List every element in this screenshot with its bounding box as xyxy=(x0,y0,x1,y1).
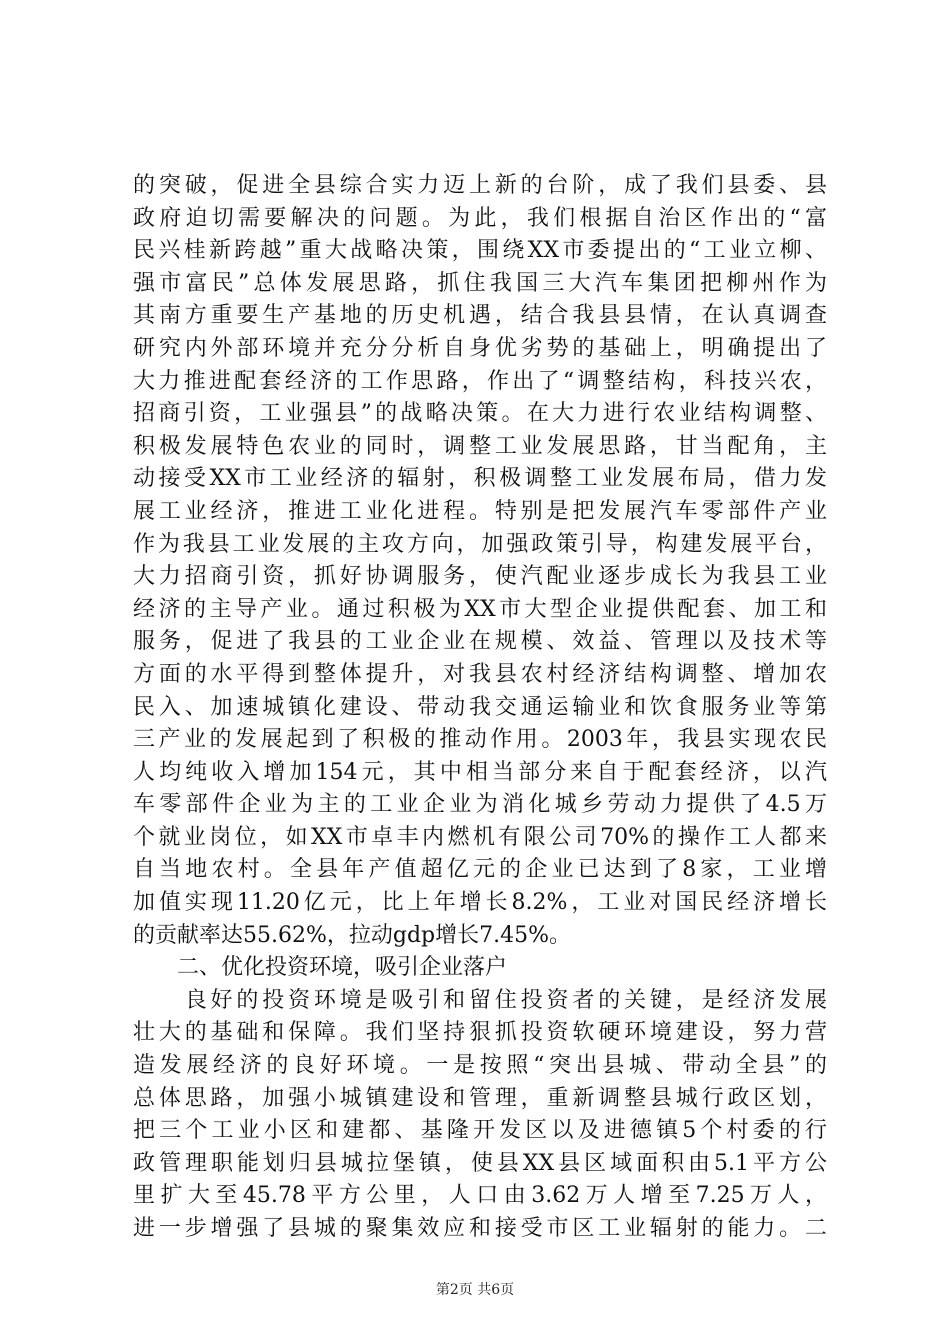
text-line: 造发展经济的良好环境。一是按照“突出县城、带动全县”的 xyxy=(133,1053,827,1079)
text-line: 自当地农村。全县年产值超亿元的企业已达到了8家，工业增 xyxy=(133,857,827,883)
text-line: 的突破，促进全县综合实力迈上新的台阶，成了我们县委、县 xyxy=(133,173,827,198)
text-line: 民入、加速城镇化建设、带动我交通运输业和饮食服务业等第 xyxy=(133,694,827,720)
text-line: 积极发展特色农业的同时，调整工业发展思路，甘当配角，主 xyxy=(133,433,827,459)
text-line: 经济的主导产业。通过积极为XX市大型企业提供配套、加工和 xyxy=(133,596,827,622)
text-line: 招商引资，工业强县”的战略决策。在大力进行农业结构调整、 xyxy=(133,401,827,427)
text-line: 大力招商引资，抓好协调服务，使汽配业逐步成长为我县工业 xyxy=(133,564,827,590)
body-text xyxy=(133,170,827,1246)
text-line: 个就业岗位，如XX市卓丰内燃机有限公司70%的操作工人都来 xyxy=(133,824,827,850)
text-line: 里扩大至45.78平方公里，人口由3.62万人增至7.25万人， xyxy=(133,1183,827,1209)
text-line: 良好的投资环境是吸引和留住投资者的关键，是经济发展 xyxy=(133,987,827,1013)
text-line: 展工业经济，推进工业化进程。特别是把发展汽车零部件产业 xyxy=(133,498,827,524)
text-line: 大力推进配套经济的工作思路，作出了“调整结构，科技兴农， xyxy=(133,368,827,394)
text-line: 研究内外部环境并充分分析自身优劣势的基础上，明确提出了 xyxy=(133,335,827,361)
text-line: 三产业的发展起到了积极的推动作用。2003年，我县实现农民 xyxy=(133,727,827,753)
text-line: 动接受XX市工业经济的辐射，积极调整工业发展布局，借力发 xyxy=(133,466,827,492)
text-line: 加值实现11.20亿元，比上年增长8.2%，工业对国民经济增长 xyxy=(133,890,827,916)
text-line: 人均纯收入增加154元，其中相当部分来自于配套经济，以汽 xyxy=(133,759,827,785)
text-line: 把三个工业小区和建都、基隆开发区以及进德镇5个村委的行 xyxy=(133,1118,827,1144)
text-line: 作为我县工业发展的主攻方向，加强政策引导，构建发展平台， xyxy=(133,531,827,557)
text-line: 服务，促进了我县的工业企业在规模、效益、管理以及技术等 xyxy=(133,629,827,655)
text-line: 民兴桂新跨越”重大战略决策，围绕XX市委提出的“工业立柳、 xyxy=(133,238,827,264)
text-line: 其南方重要生产基地的历史机遇，结合我县县情，在认真调查 xyxy=(133,303,827,329)
text-line: 的贡献率达55.62%，拉动gdp增长7.45%。 xyxy=(133,922,572,948)
section-heading: 二、优化投资环境，吸引企业落户 xyxy=(133,955,508,981)
text-line: 政管理职能划归县城拉堡镇，使县XX县区域面积由5.1平方公 xyxy=(133,1150,827,1176)
text-line: 壮大的基础和保障。我们坚持狠抓投资软硬环境建设，努力营 xyxy=(133,1020,827,1046)
text-line: 方面的水平得到整体提升，对我县农村经济结构调整、增加农 xyxy=(133,661,827,687)
text-line: 车零部件企业为主的工业企业为消化城乡劳动力提供了4.5万 xyxy=(133,792,827,818)
page-number-footer: 第2页 共6页 xyxy=(435,1282,515,1298)
text-line: 进一步增强了县城的聚集效应和接受市区工业辐射的能力。二 xyxy=(133,1216,827,1241)
text-line: 总体思路，加强小城镇建设和管理，重新调整县城行政区划， xyxy=(133,1085,827,1111)
text-line: 政府迫切需要解决的问题。为此，我们根据自治区作出的“富 xyxy=(133,205,827,231)
text-line: 强市富民”总体发展思路，抓住我国三大汽车集团把柳州作为 xyxy=(133,270,827,296)
